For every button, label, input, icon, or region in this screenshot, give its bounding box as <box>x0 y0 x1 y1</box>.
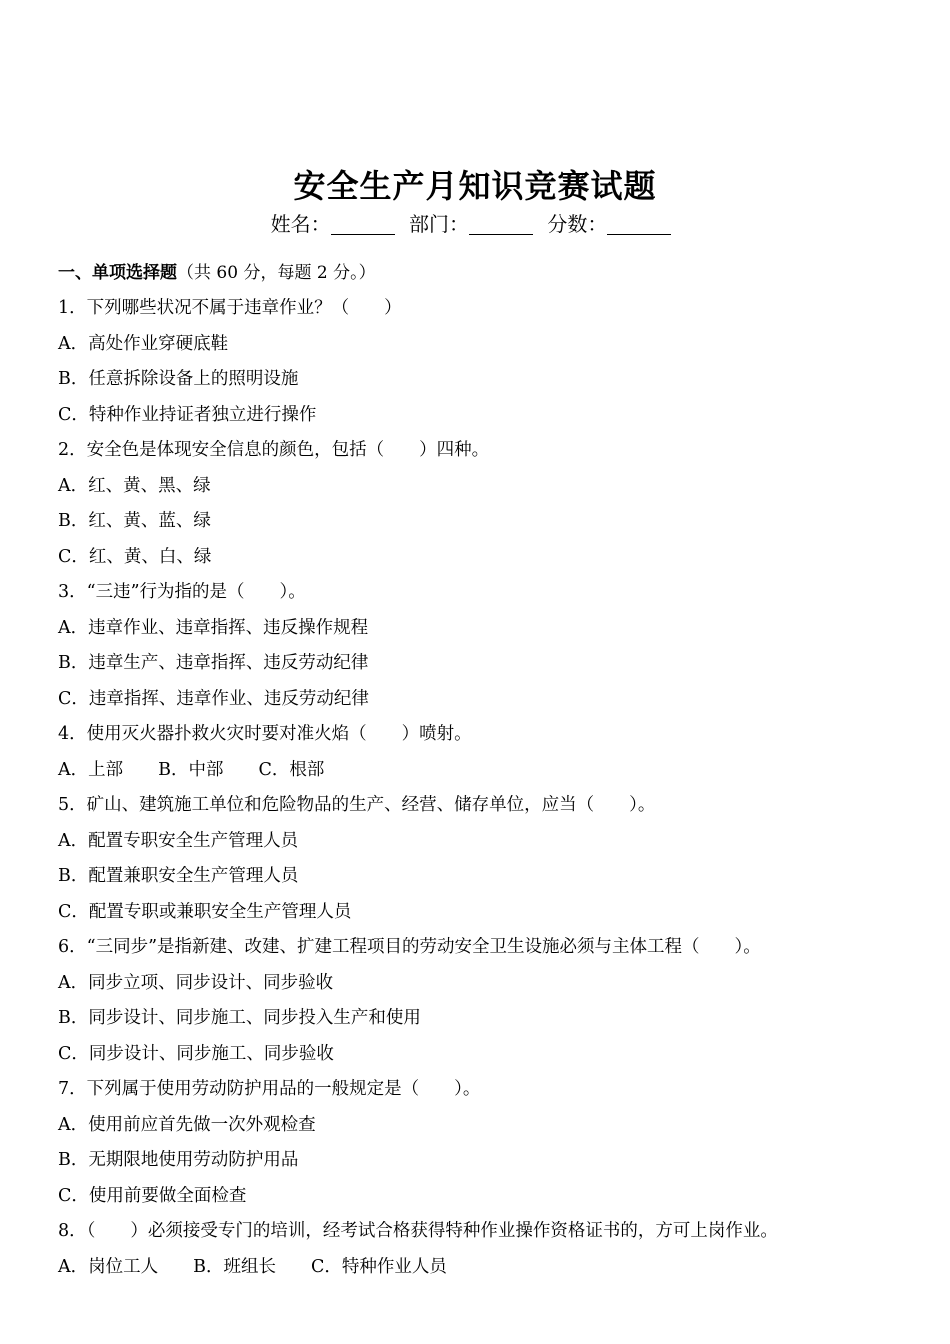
option-line: B．同步设计、同步施工、同步投入生产和使用 <box>58 1008 421 1028</box>
option-line: B．配置兼职安全生产管理人员 <box>58 866 299 886</box>
question-line: 3．“三违”行为指的是（ ）。 <box>58 582 306 602</box>
dept-blank[interactable] <box>469 214 533 235</box>
score-blank[interactable] <box>607 214 671 235</box>
option-line: B．红、黄、蓝、绿 <box>58 511 211 531</box>
section-heading <box>58 258 376 288</box>
option-line: A．高处作业穿硬底鞋 <box>58 333 229 354</box>
question-line: 4．使用灭火器扑救火灾时要对准火焰（ ）喷射。 <box>58 724 472 744</box>
option-line: C．特种作业持证者独立进行操作 <box>58 404 317 425</box>
option-line: A．使用前应首先做一次外观检查 <box>58 1114 316 1135</box>
name-blank[interactable] <box>331 214 395 235</box>
dept-label: 部门： <box>409 212 469 236</box>
option-line: C．红、黄、白、绿 <box>58 546 212 567</box>
option-line: C．使用前要做全面检查 <box>58 1185 247 1206</box>
option-line: A．岗位工人 B．班组长 C．特种作业人员 <box>58 1256 447 1277</box>
option-line: C．违章指挥、违章作业、违反劳动纪律 <box>58 688 369 709</box>
question-line: 2．安全色是体现安全信息的颜色，包括（ ）四种。 <box>58 440 490 460</box>
option-line: A．同步立项、同步设计、同步验收 <box>58 972 334 993</box>
option-line: A．上部 B．中部 C．根部 <box>58 759 325 780</box>
option-line: A．红、黄、黑、绿 <box>58 475 211 496</box>
section-title: 一、单项选择题 <box>58 263 177 283</box>
score-label: 分数： <box>547 212 608 236</box>
page-title: 安全生产月知识竞赛试题 <box>293 167 657 205</box>
question-line: 8．（ ）必须接受专门的培训，经考试合格获得特种作业操作资格证书的，方可上岗作业。 <box>58 1221 778 1241</box>
question-line: 6．“三同步”是指新建、改建、扩建工程项目的劳动安全卫生设施必须与主体工程（ ）。 <box>58 937 761 957</box>
option-line: B．无期限地使用劳动防护用品 <box>58 1150 299 1170</box>
option-line: B．任意拆除设备上的照明设施 <box>58 369 299 389</box>
question-line: 5．矿山、建筑施工单位和危险物品的生产、经营、储存单位，应当（ ）。 <box>58 795 656 815</box>
question-list <box>58 293 938 1287</box>
option-line: C．同步设计、同步施工、同步验收 <box>58 1043 334 1064</box>
section-note: （共 60 分，每题 2 分。） <box>177 263 376 283</box>
name-label: 姓名： <box>270 212 331 236</box>
question-line: 7．下列属于使用劳动防护用品的一般规定是（ ）。 <box>58 1079 481 1099</box>
option-line: B．违章生产、违章指挥、违反劳动纪律 <box>58 653 369 673</box>
option-line: C．配置专职或兼职安全生产管理人员 <box>58 901 352 922</box>
option-line: A．违章作业、违章指挥、违反操作规程 <box>58 617 369 638</box>
student-info-line <box>0 208 950 240</box>
option-line: A．配置专职安全生产管理人员 <box>58 830 299 851</box>
question-line: 1．下列哪些状况不属于违章作业？（ ） <box>58 298 402 318</box>
